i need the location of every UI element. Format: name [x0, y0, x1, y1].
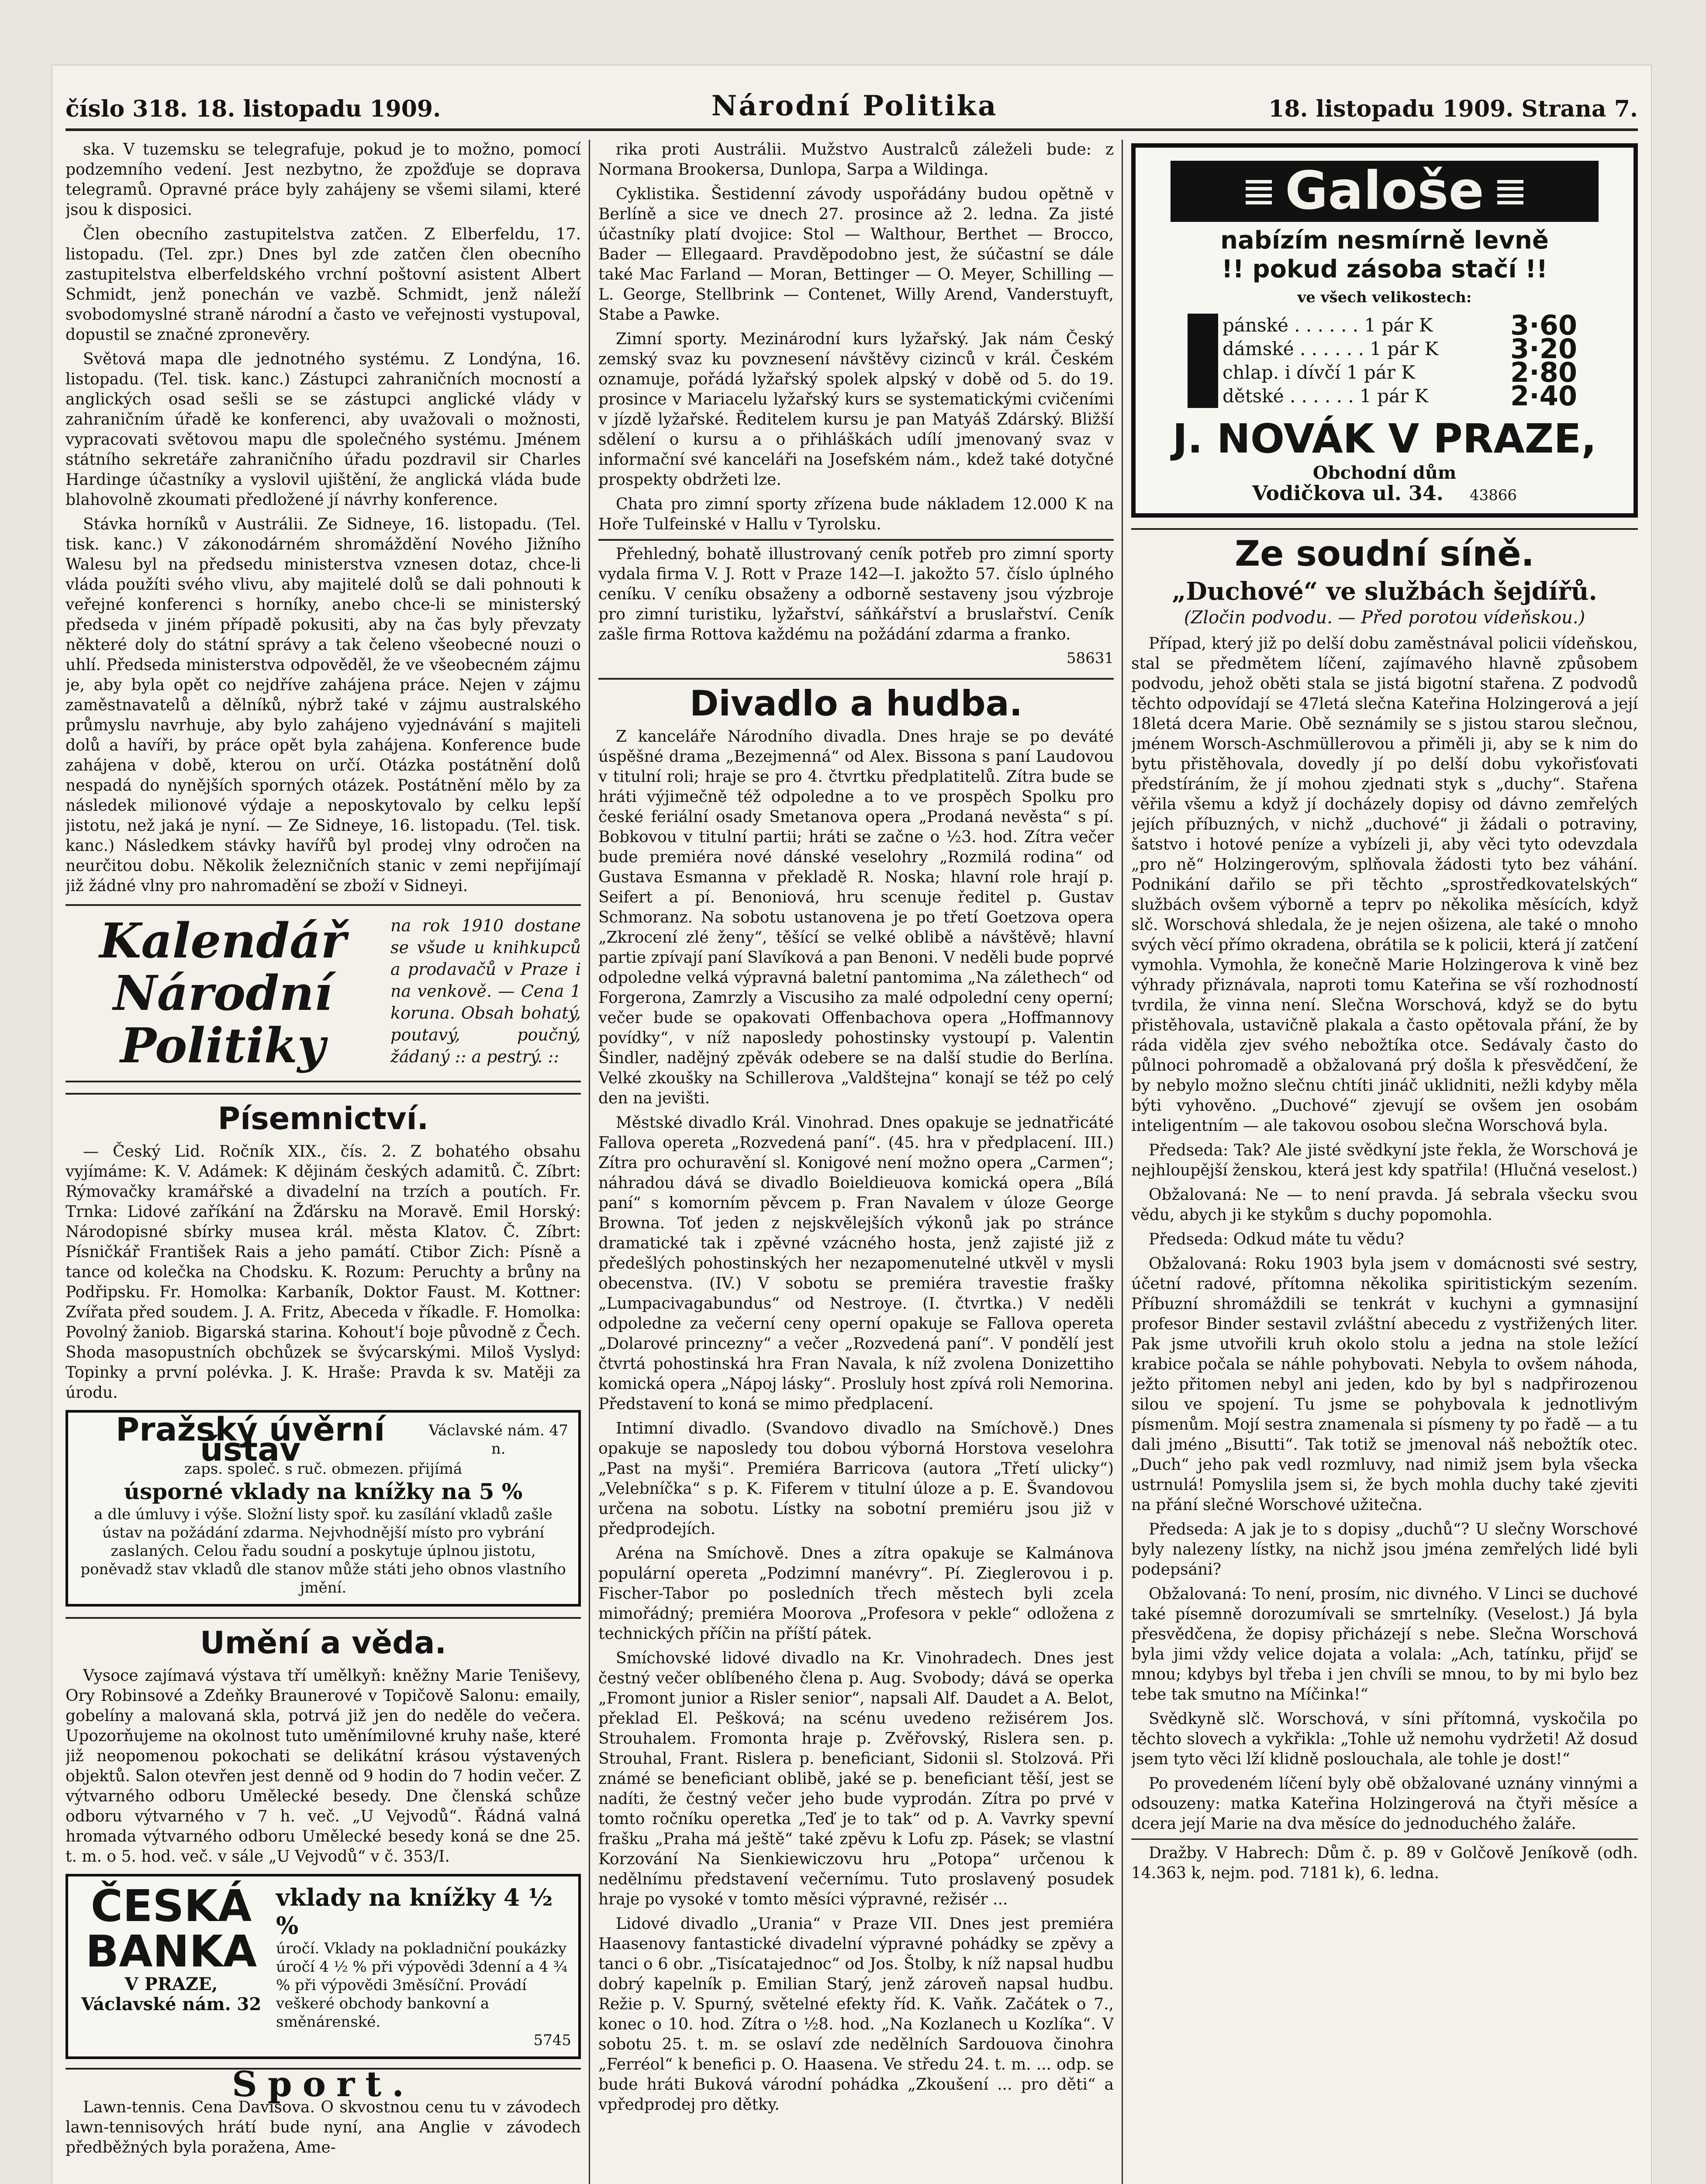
kalendar-title: Kalendář Národní Politiky [99, 912, 346, 1074]
row-marker [1188, 361, 1218, 384]
soud-paragraph: Předseda: A jak je to s dopisy „duchů“? U slečny Worschové byly nalezeny lístky, na nichž jsou jména zemřelých lidé byli podepsáni? [1131, 1521, 1638, 1579]
price-category: pánské . . . . . . 1 pár K [1223, 314, 1433, 336]
drazby-text: Dražby. V Habrech: Dům č. p. 89 v Golčově Jeníkově (odh. 14.363 k, nejm. pod. 7181 k), 6. ledna. [1131, 1838, 1638, 1883]
section-title-soud: Ze soudní síně. [1131, 528, 1638, 573]
banka-rate: vklady na knížky 4 ½ % [276, 1883, 553, 1939]
section-title-sport: Sport. [66, 2068, 581, 2094]
soud-paragraph: Po provedeném líčení byly obě obžalované uznány vinnými a odsouzeny: matka Kateřina Holzingerová na čtyři měsíce a dcera její Marie na dva měsíce do jednoduchého žaláře. [1131, 1775, 1638, 1833]
galose-price-table [1188, 309, 1582, 412]
galose-line2: !! pokud zásoba stačí !! [1221, 255, 1548, 283]
column-rule-2 [1122, 140, 1123, 2184]
soud-note: (Zločin podvodu. — Před porotou vídeňskou.) [1184, 608, 1585, 628]
page-header [66, 79, 1638, 131]
row-marker [1188, 384, 1218, 408]
pisemnictvi-text: — Český Lid. Ročník XIX., čís. 2. Z bohatého obsahu vyjímáme: K. V. Adámek: K dějinám českých adamitů. Č. Zíbrt: Rýmovačky kramářské a divadelní na trzích a poutích. Fr. Trnka: Lidové zaříkání na Žďársku na Moravě. Emil Horský: Národopisné sbírky musea král. města Klatov. Č. Zíbrt: Písničkář František Rais a jeho památí. Ctibor Zich: Písně a tance od kolečka na Chodsku. K. Rozum: Peruchty a brůny na Podřipsku. Fr. Homolka: Karbaník, Doktor Faust. M. Kottner: Zvířata před soudem. J. A. Fritz, Abeceda v říkadle. F. Homolka: Povolný žaniob. Bigarská starina. Kohout'í boje původně z Čech. Shoda masopustních obchůzek se švýcarskými. Miloš Vyslyd: Topinky a první polévka. J. K. Hraše: Pravda k sv. Matěji za úrodu. [66, 1143, 581, 1402]
divadlo-item: Z kanceláře Národního divadla. Dnes hraje se po deváté úspěšné drama „Bezejmenná“ od Alex. Bissona s paní Laudovou v titulní roli; hraje se pro 4. čtvrtku předplatitelů. Zítra bude se hráti výjimečně též odpoledne a to ve prospěch Spolku pro české feriální osady Smetanova opera „Prodaná nevěsta“ s pí. Bobkovou v titulní partii; hráti se začne o ½3. hod. Zítra večer bude premiéra nové dánské veselohry „Rozmilá rodina“ od Gustava Esmanna v překladě R. Noska; hlavní role hrají p. Seifert a pí. Benoniová, hru scenuje ředitel p. Gustav Schmoranz. Na sobotu ustanovena je po třetí Goetzova opera „Zkrocení zlé ženy“, těšící se velké oblibě a návštěvě; hlavní partie zpívají paní Slavíková a pan Benoni. V neděli bude poprvé odpoledne velká výpravná baletní pantomima „Na zálethech“ od Forgerona, Zamrzly a Viscusiho za malé odpolední ceny operní; večer bude se opakovati Offenbachova opera „Hoffmannovy povídky“, v níž naposledy pohostinsky vystoupí p. Valentin Šindler, nadějný zpěvák odebere se na další studie do Berlína. Velké zkoušky na Schillerova „Valdštejna“ konají se též po celý den na jevišti. [598, 728, 1114, 1107]
row-marker [1188, 314, 1218, 337]
divadlo-item: Intimní divadlo. (Svandovo divadlo na Smíchově.) Dnes opakuje se naposledy tou dobou výborná Horstova veselohra „Past na myši“. Premiéra Barricova (autora „Třetí ulicky“) „Velebníčka“ s p. K. Fiferem v titulní úloze a p. E. Švandovou určena na sobotu. Lístky na sobotní premiéru jsou již v předprodejích. [598, 1420, 1114, 1538]
cennik-code: 58631 [1066, 650, 1114, 667]
price-category: chlap. i dívčí 1 pár K [1223, 362, 1415, 383]
galose-street: Vodičkova ul. 34. [1252, 481, 1444, 505]
news-item: Člen obecního zastupitelstva zatčen. Z Elberfeldu, 17. listopadu. (Tel. zpr.) Dnes byl zde zatčen člen obecního zastupitelstva elberfeldského vrchní poštovní asistent Albert Schmidt, jenž ponechán ve vazbě. Schmidt, jenž náleží svobodomyslné straně národní a často ve veřejnosti vystupoval, dopustil se značné zpronevěry. [66, 225, 581, 344]
prazsky-line2: úsporné vklady na knížky na 5 % [124, 1479, 523, 1504]
header-left: číslo 318. 18. listopadu 1909. [66, 96, 441, 122]
row-marker [1188, 337, 1218, 361]
prazsky-uverni-ustav-ad [66, 1410, 581, 1607]
galose-house: Obchodní dům [1312, 463, 1457, 483]
section-title-divadlo: Divadlo a hudba. [598, 678, 1114, 722]
header-right: 18. listopadu 1909. Strana 7. [1268, 96, 1638, 122]
soud-paragraph: Obžalovaná: Ne — to není pravda. Já sebrala všecku svou vědu, abych ji ke stykům s duchy popomohla. [1131, 1186, 1638, 1224]
price-value: 3·20 [1510, 333, 1577, 365]
soud-subtitle: „Duchové“ ve službách šejdířů. [1172, 577, 1597, 606]
soud-paragraph: Obžalovaná: Roku 1903 byla jsem v domácnosti své sestry, účetní radové, přítomna několika spiritistickým sezením. Příbuzní shromáždili se tenkrát v kuchyni a gymnasijní profesor Binder sestavil zvláštní abecedu z vystřižených liter. Pak jsme utvořili kruh okolo stolu a jedna na stole ležící krabice počala se náhle pohybovati. Nebyla to ovšem náhoda, ježto přitomen nebyl ani jeden, kdo by byl s nadpřirozenou silou ve spojení. Tu jsme se pohybovala k jednotlivým písmenům. Mojí sestra znamenala si písmeny ty po řadě — a tu dali jméno „Bisutti“. Tak totiž se jmenoval náš nebožtík otec. „Duch“ jeho pak vedl rozmluvy, nad nimiž jsem byla všecka ustrnulá! Pomyslila jsem si, že bych mohla duchy také zjeviti na přání slečné Worschové užitečna. [1131, 1255, 1638, 1514]
divadlo-item: Lidové divadlo „Urania“ v Praze VII. Dnes jest premiéra Haasenovy fantastické divadelní výpravné pohádky se zpěvy a tanci o 6 obr. „Tisícatajednoc“ od Jos. Štolby, k níž napsal hudbu dobrý kapelník p. Emilian Starý, jenž zároveň napsal hudbu. Režie p. V. Spurný, světelné efekty říd. K. Vaňk. Začátek o 7., konec o 10. hod. Zítra o ½8. hod. „Na Kozlanech u Kozlíka“. V sobotu 25. t. m. se oslaví zde nedělních Sardouova činohra „Ferréol“ k benefici p. O. Haasena. Ve středu 24. t. m. ... odp. se bude hráti Buková várodní pohádka „Zkoušení ... pro děti“ a vpředprodej pro dětky. [598, 1915, 1114, 2114]
galose-code: 43866 [1469, 487, 1517, 504]
news-item: Stávka horníků v Austrálii. Ze Sidneye, 16. listopadu. (Tel. tisk. kanc.) V zákonodárném shromáždění Nového Jižního Walesu byl na předsedu ministerstva vznesen dotaz, chce-li vláda použíti svého vlivu, aby majitelé dolů se dali pohnouti k veřejné konferenci s horníky, anebo chce-li se ministerský předseda v jiném případě pokusiti, aby na čas byly převzaty některé doly do státní správy a tak čeleno všeobecné nouzi o uhlí. Předseda ministerstva odpověděl, že ve všeobecném zájmu je, aby byla opět co nejdříve zahájena práce. Nejen v zájmu zaměstnavatelů a dělníků, nýbrž také v zájmu australského průmyslu navrhuje, aby bylo zahájeno vyjednávání s majiteli dolů a havíři, by práce opět byla zahájena. Konference bude zahájena v době, kterou on určí. Otázka postátnění dolů nespadá do nynějších sporných otázek. Postátnění mělo by za následek milionové výdaje a neposkytovalo by celku lepší jistotu, než jaká je nyní. — Ze Sidneye, 16. listopadu. (Tel. tisk. kanc.) Následkem stávky havířů byl prodej vlny odročen na neurčitou dobu. Několik železničních stanic v zemi nepřijímají již žádné vlny pro nahromadění se zboží v Sidneyi. [66, 515, 581, 895]
banka-lines: úročí. Vklady na pokladniční poukázky úročí 4 ½ % při výpovědi 3denní a 4 ¾ % při výpovědi 3měsíční. Provádí veškeré obchody bankovní a směnárenské. [276, 1940, 568, 2031]
banka-name: ČESKÁ BANKA [85, 1880, 257, 1977]
section-title-umeni: Umění a věda. [66, 1617, 581, 1662]
price-category: dámské . . . . . . 1 pár K [1223, 338, 1438, 359]
galose-ad [1131, 143, 1638, 518]
soud-paragraph: Předseda: Odkud máte tu vědu? [1149, 1230, 1404, 1248]
prazsky-title: Pražský úvěrní ústav [115, 1411, 385, 1469]
ceska-banka-ad [66, 1874, 581, 2059]
galose-head [1171, 161, 1599, 222]
prazsky-line1: zaps. společ. s ruč. obmezen. přijímá [184, 1460, 463, 1478]
umeni-text: Vysoce zajímavá výstava tří umělkyň: kněžny Marie Teniševy, Ory Robinsové a Zdeňky Braunerové v Topičově Salonu: emaily, gobelíny a malovaná skla, potrvá již jen do neděle do večera. Upozorňujeme na okolnost tuto uměnímilovné kruhy naše, které již neopomenou pokochati se delikátní krásou výstavených objektů. Salon otevřen jest denně od 9 hodin do 7 hodin večer. Z výtvarného odboru Umělecké besedy. Dne členská schůze odboru výtvarného v 7 h. več. „U Vejvodů“. Řádná valná hromada výtvarného odboru Umělecké besedy koná se dne 25. t. m. o 5. hod. več. v sále „U Vejvodů“ v č. 353/I. [66, 1667, 581, 1866]
prazsky-line3: a dle úmluvy i výše. Složní listy spoř. ku zasílání vkladů zašle ústav na požádání zdarma. Nejvhodnější místo pro vybrání zaslaných. Celou řadu soudní a poskytuje úplnou jistotu, poněvadž stav vkladů dle stanov může státi jeho obnos vlastního jmění. [80, 1506, 566, 1597]
divadlo-item: Městské divadlo Král. Vinohrad. Dnes opakuje se jednatřicáté Fallova opereta „Rozvedená paní“. (45. hra v předplacení. III.) Zítra pro ochuravění sl. Konigové není možno opera „Carmen“; náhradou dává se divadlo Boieldieuova komická opera „Bílá paní“ s komorním pěvcem p. Fran Navalem v úloze George Browna. Toť jeden z nejskvělejších výkonů jak po stránce dramatické tak i zpěvné vzácného hosta, jenž zajisté již z předešlých pohostinských her nezapomenutelné utkvěl v mysli obecenstva. (IV.) V sobotu se premiéra travestie frašky „Lumpacivagabundus“ od Nestroye. (I. čtvrtka.) V neděli odpoledne za večerní ceny operní opakuje se Fallova opereta „Dolarové princezny“ a večer „Rozvedená paní“. V pondělí jest čtvrtá pohostinská hra Fran Navala, k níž zvolena Donizettiho komická opera „Nápoj lásky“. Prosluly host zpívá roli Nemorina. Představení to koná se mimo předplacení. [598, 1114, 1114, 1413]
soud-paragraph: Případ, který již po delší dobu zaměstnával policii vídeňskou, stal se předmětem líčení, zajímavého hlavně způsobem podvodu, jehož oběti stala se jistá bigotní stařena. Z podvodů těchto odpovídají se 47letá slečna Kateřina Holzingerová a její 18letá dcera Marie. Obě seznámily se s jistou starou slečnou, jménem Worsch-Aschmüllerovou a přiměli ji, aby se k nim do bytu přistěhovala, dovedly jí po delší dobu vykořisťovati předstíráním, že jí mohou zjednati styk s „duchy“. Stařena věřila všemu a když jí docházely dopisy od dávno zemřelých jejích příbuzných, v nichž „duchové“ ji žádali o potraviny, šatstvo i hotové peníze a vybízeli ji, aby věci tyto odevzdala „pro ně“ Holzingerovým, splňovala žádosti tyto bez váhání. Podnikání dařilo se při těchto „sprostředkovatelských“ službách ovšem výborně a teprv po několika měsících, když slč. Worschová shledala, že je nejen ošizena, ale také o mnoho svých věcí přímo okradena, obrátila se k policii, která jí zatčení vymohla. Vymohla, že konečně Marie Holzingerova k vině bez výhrady přiznávala, naproti tomu Kateřina se vší rozhodností tvrdila, že vinna není. Slečna Worschová, když se do bytu přistěhovala, ustavičně plakala a často opětovala přání, že by ráda viděla zjev svého nebožtíka otce. Sedávaly často do půlnoci pohromadě a obžalovaná prý došla k přesvědčení, že by nebylo možno slečnu chtíti jináč uklidniti, nežli kdyby měla býti vyhověno. „Duchové“ zjevují se ovšem jen osobám inteligentním — ale takovou osobou slečna Worschová byla. [1131, 635, 1638, 1135]
decorative-brick-icon [1246, 178, 1272, 204]
price-value: 3·60 [1510, 309, 1577, 341]
decorative-brick-icon [1497, 178, 1523, 204]
cennik-text: Přehledný, bohatě illustrovaný ceník potřeb pro zimní sporty vydala firma V. J. Rott v Praze 142—I. jakožto 57. číslo úplného ceníku. V ceníku obsaženy a odborně sestaveny jsou výzbroje pro zimní turistiku, lyžařství, sáňkářství a bruslařství. Ceník zašle firma Rottova každému na požádání zdarma a franko. [598, 545, 1114, 643]
soud-paragraph: Svědkyně slč. Worschová, v síni přítomná, vyskočila po těchto slovech a vykřikla: „Tohle už nemohu vydržeti! Až dosud jsem tyto věci lží klidně poslouchala, ale tohle je dost!“ [1131, 1710, 1638, 1768]
sport-text: Lawn-tennis. Cena Davisova. O skvostnou cenu tu v závodech lawn-tennisových hrátí bude nyní, ana Anglie v závodech předběžných byla poražena, Ame- [66, 2098, 581, 2156]
masthead: Národní Politika [711, 90, 998, 122]
price-value: 2·80 [1510, 356, 1577, 388]
galose-title: Galoše [1285, 161, 1484, 221]
soud-paragraph: Obžalovaná: To není, prosím, nic divného. V Linci se duchové také písemně dorozumívali se smrtelníky. (Veselost.) Já byla přesvědčena, že dopisy přicházejí s nebe. Slečna Worschová byla jimi vždy velice dojata a volala: „Ach, tatínku, přijď se mnou; kdybys byl třeba i jen chvíli se mnou, to by mi bylo bez tebe tak smutno na Míčinka!“ [1131, 1585, 1638, 1704]
newspaper-page [52, 66, 1651, 2184]
price-category: dětské . . . . . . 1 pár K [1223, 385, 1428, 407]
divadlo-item: Aréna na Smíchově. Dnes a zítra opakuje se Kalmánova populární opereta „Podzimní manévry“. Pí. Zieglerovou i p. Fischer-Tabor po posledních třech městech byli zcela mimořádný; premiéra Moorova „Profesora v pekle“ odložena z technických příčin na příští pátek. [598, 1545, 1114, 1643]
galose-sizes-label: ve všech velikostech: [1297, 289, 1472, 306]
column-rule-1 [589, 140, 590, 2184]
price-value: 2·40 [1510, 380, 1577, 412]
chata-text: Chata pro zimní sporty zřízena bude nákladem 12.000 K na Hoře Tulfeinské v Hallu v Tyrolsku. [598, 495, 1114, 533]
prazsky-address: Václavské nám. 47 n. [428, 1422, 568, 1458]
news-item: Světová mapa dle jednotného systému. Z Londýna, 16. listopadu. (Tel. tisk. kanc.) Zástupci zahraničních mocností a anglických osad sešli se se zástupci anglické vlády v zahraničním úřadě ke konferenci, aby uvažovali o možnosti, vypracovati světovou mapu dle společného systému. Jménem státního sekretáře zahraničního úřadu pozdravil sir Charles Hardinge účastníky a vyslovil ujištění, že anglická vláda bude blahovolně zkoumati předložené jí návrhy konference. [66, 350, 581, 509]
galose-line1: nabízím nesmírně levně [1220, 226, 1549, 255]
banka-code: 5745 [533, 2032, 571, 2049]
column-1 [66, 140, 581, 2184]
sport-continuation: rika proti Austrálii. Mužstvo Australců záleželi bude: z Normana Brookersa, Dunlopa, Sarpa a Wildinga. [598, 141, 1114, 179]
column-2 [598, 140, 1114, 2184]
news-item: ska. V tuzemsku se telegrafuje, pokud je to možno, pomocí podzemního vedení. Jest nezbytno, že zpožďuje se doprava telegramů. Opravné práce byly zahájeny se všemi silami, které jsou k disposici. [66, 141, 581, 219]
soud-paragraph: Předseda: Tak? Ale jisté svědkyní jste řekla, že Worschová je nejhloupější ženskou, která jest kdy spatřila! (Hlučná veselost.) [1131, 1141, 1638, 1179]
zimni-sporty-text: Zimní sporty. Mezinárodní kurs lyžařský. Jak nám Český zemský svaz ku povznesení návštěvy cizinců v král. Českém oznamuje, pořádá lyžařský spolek alpský v době od 5. do 19. prosince v Mariacelu lyžařský kurs se systematickými cvičeními v jízdě lyžařské. Ředitelem kursu je pan Matyáš Zdárský. Bližší sdělení o kursu a o přihláškách udílí jmenovaný svaz v informační své kanceláři na Josefském nám., kdež také dotyčné prospekty obdržeti lze. [598, 330, 1114, 489]
kalendar-text: na rok 1910 dostane se všude u knihkupců a prodavačů v Praze i na venkově. — Cena 1 koruna. Obsah bohatý, poutavý, poučný, žádaný :: a pestrý. :: [390, 916, 581, 1066]
divadlo-item: Smíchovské lidové divadlo na Kr. Vinohradech. Dnes jest čestný večer oblíbeného člena p. Aug. Svobody; dává se operka „Fromont junior a Risler senior“, napsali Alf. Daudet a A. Belot, překlad El. Pešková; na scénu uvedeno režisérem Jos. Strouhalem. Fromonta hraje p. Zvěřovský, Rislera sen. p. Strouhal, Frant. Rislera p. beneficiant, Sidonii sl. Stolzová. Při známé se beneficiant oblibě, jaké se p. beneficiant těší, jest se nadíti, že čestný večer jeho bude vyprodán. Zítra po prvé v tomto ročníku operetka „Teď je to tak“ od p. A. Vavrky spevní frašku „Praha má ještě“ také zpěvu k Lofu zp. Pásek; se vlastní Korzování Na Sienkiewiczovu hru „Potopa“ určenou k nedělnímu představení večernímu. Tuto proslavený posudek hraje po vysoké v tomto měsíci výpravné, režisér ... [598, 1649, 1114, 1908]
kalendar-ad [66, 904, 581, 1082]
section-title-pisemnictvi: Písemnictví. [66, 1093, 581, 1137]
banka-place: V PRAZE, Václavské nám. 32 [81, 1974, 262, 2015]
cyklistika-text: Cyklistika. Šestidenní závody uspořádány budou opětně v Berlíně a sice ve dnech 27. prosince až 2. ledna. Za jisté účastníky platí dvojice: Stol — Walthour, Berthet — Brocco, Bader — Ellegaard. Pravděpodobno jest, že súčastní se dále také Mac Farland — Moran, Bettinger — O. Meyer, Schilling — L. George, Stellbrink — Contenet, Willy Arend, Vanderstuyft, Stabe a Pawke. [598, 185, 1114, 324]
column-3 [1131, 140, 1638, 2184]
price-row [1188, 384, 1582, 408]
galose-firm: J. NOVÁK V PRAZE, [1172, 415, 1597, 462]
